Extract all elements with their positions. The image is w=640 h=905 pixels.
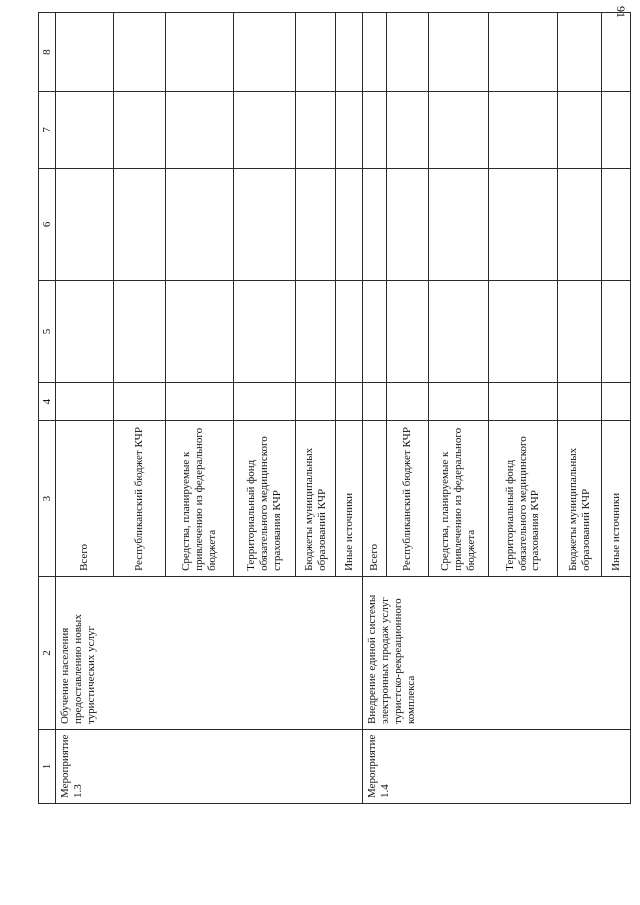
funding-source-cell: Бюджеты муниципальных образований КЧР [558,421,602,577]
value-cell [429,13,489,92]
measure-cell: Мероприятие 1.4 [363,730,631,804]
funding-source-cell: Республиканский бюджет КЧР [114,421,166,577]
value-cell [296,92,336,169]
funding-source-cell: Всего [363,421,387,577]
value-cell [489,168,558,280]
value-cell [336,13,363,92]
value-cell [602,168,631,280]
column-header: 5 [39,280,56,382]
value-cell [166,383,234,421]
column-header: 8 [39,13,56,92]
measure-cell: Мероприятие 1.3 [56,730,363,804]
funding-table [38,12,631,804]
value-cell [114,280,166,382]
value-cell [387,13,429,92]
value-cell [602,383,631,421]
value-cell [558,13,602,92]
value-cell [56,280,114,382]
value-cell [234,13,296,92]
funding-source-cell: Средства, планируемые к привлечению из федерального бюджета [429,421,489,577]
value-cell [387,383,429,421]
value-cell [363,13,387,92]
value-cell [489,13,558,92]
value-cell [489,383,558,421]
value-cell [114,13,166,92]
value-cell [429,92,489,169]
value-cell [56,13,114,92]
value-cell [363,280,387,382]
value-cell [234,383,296,421]
value-cell [363,383,387,421]
value-cell [166,13,234,92]
column-header: 4 [39,383,56,421]
funding-source-cell: Бюджеты муниципальных образований КЧР [296,421,336,577]
funding-source-cell: Территориальный фонд обязательного медицинского страхования КЧР [234,421,296,577]
measure-title-cell: Обучение населения предоставлению новых туристических услуг [56,576,363,729]
value-cell [558,280,602,382]
value-cell [296,280,336,382]
funding-source-cell: Иные источники [602,421,631,577]
column-header: 7 [39,92,56,169]
value-cell [336,92,363,169]
value-cell [429,280,489,382]
header-row [39,13,56,804]
value-cell [429,168,489,280]
value-cell [56,383,114,421]
value-cell [558,92,602,169]
value-cell [234,280,296,382]
table-row [363,13,387,804]
value-cell [336,383,363,421]
value-cell [114,168,166,280]
value-cell [489,92,558,169]
value-cell [296,13,336,92]
funding-source-cell: Всего [56,421,114,577]
page-number: 91 [614,6,628,18]
table-row [56,13,114,804]
funding-source-cell: Средства, планируемые к привлечению из федерального бюджета [166,421,234,577]
value-cell [558,383,602,421]
funding-source-cell: Республиканский бюджет КЧР [387,421,429,577]
column-header: 1 [39,730,56,804]
value-cell [56,168,114,280]
value-cell [602,13,631,92]
value-cell [558,168,602,280]
value-cell [166,92,234,169]
value-cell [336,280,363,382]
value-cell [166,280,234,382]
value-cell [234,92,296,169]
value-cell [166,168,234,280]
value-cell [336,168,363,280]
funding-source-cell: Иные источники [336,421,363,577]
column-header: 3 [39,421,56,577]
value-cell [296,383,336,421]
value-cell [429,383,489,421]
value-cell [56,92,114,169]
value-cell [387,92,429,169]
value-cell [387,280,429,382]
value-cell [234,168,296,280]
value-cell [296,168,336,280]
value-cell [387,168,429,280]
value-cell [363,92,387,169]
value-cell [489,280,558,382]
funding-source-cell: Территориальный фонд обязательного медицинского страхования КЧР [489,421,558,577]
column-header: 2 [39,576,56,729]
value-cell [114,383,166,421]
measure-title-cell: Внедрение единой системы электронных продаж услуг туристско-рекреационного комплекса [363,576,631,729]
column-header: 6 [39,168,56,280]
value-cell [602,280,631,382]
value-cell [114,92,166,169]
value-cell [363,168,387,280]
value-cell [602,92,631,169]
rotated-page-content [38,12,622,804]
